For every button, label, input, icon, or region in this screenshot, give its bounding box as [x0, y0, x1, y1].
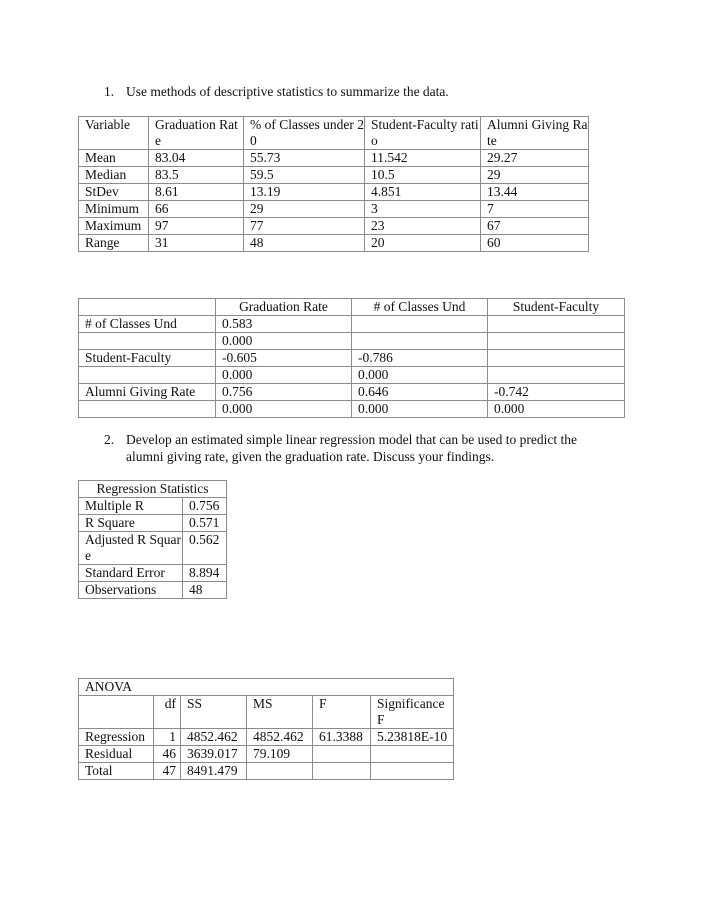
- table-cell: 47: [154, 763, 181, 780]
- correlation-table: [78, 298, 625, 418]
- column-header: MS: [247, 696, 313, 729]
- table-cell: 0.562: [183, 532, 227, 565]
- table-cell: 0.000: [216, 401, 352, 418]
- question-1: [104, 84, 664, 100]
- table-title: ANOVA: [79, 679, 454, 696]
- table-cell: 31: [149, 235, 244, 252]
- table-cell: 0.646: [352, 384, 488, 401]
- table-cell: 20: [365, 235, 481, 252]
- column-header: SS: [181, 696, 247, 729]
- table-cell: -0.605: [216, 350, 352, 367]
- table-cell: 10.5: [365, 167, 481, 184]
- question-2: [104, 432, 684, 466]
- table-cell: [313, 746, 371, 763]
- table-cell: 8491.479: [181, 763, 247, 780]
- table-cell: 3: [365, 201, 481, 218]
- table-cell: 0.756: [183, 498, 227, 515]
- table-cell: 3639.017: [181, 746, 247, 763]
- table-row: [79, 184, 589, 201]
- row-label: Residual: [79, 746, 154, 763]
- table-cell: 59.5: [244, 167, 365, 184]
- row-label: StDev: [79, 184, 149, 201]
- column-header: F: [313, 696, 371, 729]
- table-row: [79, 150, 589, 167]
- row-label: [79, 401, 216, 418]
- table-cell: 1: [154, 729, 181, 746]
- table-cell: 48: [244, 235, 365, 252]
- table-cell: [371, 746, 454, 763]
- table-row: [79, 235, 589, 252]
- table-title-row: [79, 679, 454, 696]
- table-cell: 77: [244, 218, 365, 235]
- table-cell: [488, 350, 625, 367]
- table-row: [79, 532, 227, 565]
- table-cell: 7: [481, 201, 589, 218]
- row-label: Mean: [79, 150, 149, 167]
- table-cell: [352, 316, 488, 333]
- column-header: Graduation Rate: [149, 117, 244, 150]
- table-cell: 13.19: [244, 184, 365, 201]
- descriptive-statistics-table: [78, 116, 589, 252]
- table-cell: 0.000: [216, 367, 352, 384]
- table-row: [79, 515, 227, 532]
- column-header: Graduation Rate: [216, 299, 352, 316]
- column-header: Significance F: [371, 696, 454, 729]
- table-row: [79, 384, 625, 401]
- table-row: [79, 316, 625, 333]
- table-title: Regression Statistics: [79, 481, 227, 498]
- column-header: % of Classes under 20: [244, 117, 365, 150]
- table-cell: 11.542: [365, 150, 481, 167]
- row-label: Range: [79, 235, 149, 252]
- column-header: Student-Faculty ratio: [365, 117, 481, 150]
- row-label: Median: [79, 167, 149, 184]
- table-cell: -0.786: [352, 350, 488, 367]
- table-row: [79, 582, 227, 599]
- row-label: [79, 333, 216, 350]
- table-row: [79, 729, 454, 746]
- question-number: 1.: [104, 84, 115, 99]
- table-header-row: [79, 299, 625, 316]
- regression-statistics-table: [78, 480, 227, 599]
- table-cell: [313, 763, 371, 780]
- anova-table: [78, 678, 454, 780]
- table-row: [79, 498, 227, 515]
- row-label: Student-Faculty: [79, 350, 216, 367]
- row-label: Standard Error: [79, 565, 183, 582]
- column-header: Variable: [79, 117, 149, 150]
- question-number: 2.: [104, 432, 115, 447]
- table-row: [79, 763, 454, 780]
- table-cell: [247, 763, 313, 780]
- table-header-row: [79, 696, 454, 729]
- column-header: [79, 696, 154, 729]
- table-cell: 61.3388: [313, 729, 371, 746]
- column-header: [79, 299, 216, 316]
- table-cell: [352, 333, 488, 350]
- row-label: R Square: [79, 515, 183, 532]
- row-label: Total: [79, 763, 154, 780]
- table-cell: 55.73: [244, 150, 365, 167]
- table-row: [79, 201, 589, 218]
- table-cell: 4852.462: [247, 729, 313, 746]
- column-header: df: [154, 696, 181, 729]
- row-label: [79, 367, 216, 384]
- table-row: [79, 218, 589, 235]
- table-cell: 8.61: [149, 184, 244, 201]
- table-row: [79, 350, 625, 367]
- row-label: Multiple R: [79, 498, 183, 515]
- table-cell: 29: [244, 201, 365, 218]
- table-title-row: [79, 481, 227, 498]
- table-cell: 0.756: [216, 384, 352, 401]
- table-cell: 8.894: [183, 565, 227, 582]
- table-row: [79, 167, 589, 184]
- table-cell: 97: [149, 218, 244, 235]
- row-label: Maximum: [79, 218, 149, 235]
- table-cell: [488, 316, 625, 333]
- table-cell: [488, 367, 625, 384]
- table-cell: [371, 763, 454, 780]
- table-cell: 4852.462: [181, 729, 247, 746]
- table-row: [79, 565, 227, 582]
- table-header-row: [79, 117, 589, 150]
- table-row: [79, 746, 454, 763]
- table-row: [79, 333, 625, 350]
- table-cell: 4.851: [365, 184, 481, 201]
- row-label: Alumni Giving Rate: [79, 384, 216, 401]
- table-cell: 46: [154, 746, 181, 763]
- row-label: Adjusted R Square: [79, 532, 183, 565]
- table-cell: 0.583: [216, 316, 352, 333]
- table-row: [79, 401, 625, 418]
- column-header: # of Classes Und: [352, 299, 488, 316]
- row-label: Regression: [79, 729, 154, 746]
- table-cell: 0.000: [352, 367, 488, 384]
- table-cell: 66: [149, 201, 244, 218]
- table-cell: 79.109: [247, 746, 313, 763]
- table-cell: 83.04: [149, 150, 244, 167]
- table-cell: 0.000: [216, 333, 352, 350]
- table-cell: 29.27: [481, 150, 589, 167]
- table-cell: 0.000: [352, 401, 488, 418]
- table-cell: 83.5: [149, 167, 244, 184]
- table-cell: -0.742: [488, 384, 625, 401]
- table-cell: 5.23818E-10: [371, 729, 454, 746]
- table-cell: 48: [183, 582, 227, 599]
- table-cell: 67: [481, 218, 589, 235]
- column-header: Alumni Giving Rate: [481, 117, 589, 150]
- row-label: # of Classes Und: [79, 316, 216, 333]
- question-text: Use methods of descriptive statistics to summarize the data.: [126, 84, 449, 99]
- table-cell: 13.44: [481, 184, 589, 201]
- table-cell: [488, 333, 625, 350]
- table-cell: 0.000: [488, 401, 625, 418]
- question-text-line-2: alumni giving rate, given the graduation rate. Discuss your findings.: [126, 449, 495, 464]
- table-row: [79, 367, 625, 384]
- table-cell: 0.571: [183, 515, 227, 532]
- table-cell: 60: [481, 235, 589, 252]
- table-cell: 29: [481, 167, 589, 184]
- row-label: Observations: [79, 582, 183, 599]
- table-cell: 23: [365, 218, 481, 235]
- column-header: Student-Faculty: [488, 299, 625, 316]
- question-text-line-1: Develop an estimated simple linear regression model that can be used to predict the: [126, 432, 577, 447]
- row-label: Minimum: [79, 201, 149, 218]
